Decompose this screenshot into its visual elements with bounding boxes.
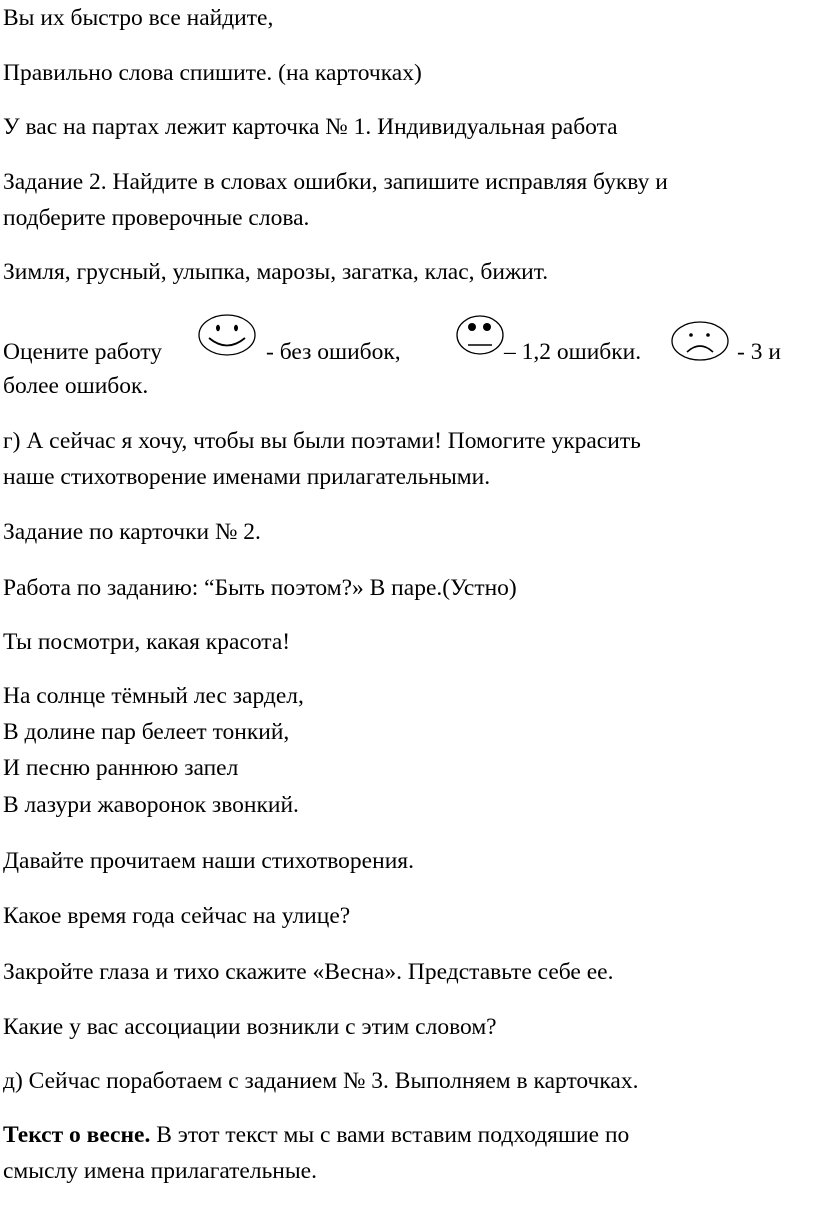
misspelled-words-line: Зимля, грусный, улыпка, марозы, загатка, клас, бижит. (3, 259, 549, 285)
pair-work-line: Работа по заданию: “Быть поэтом?» В паре.(Устно) (3, 575, 517, 601)
smile-face-icon (197, 313, 257, 357)
task-2-line-2: подберите проверочные слова. (3, 205, 310, 231)
spring-text-intro: В этот текст мы с вами вставим подходяшие по (150, 1122, 630, 1148)
task-g-line-1: г) А сейчас я хочу, чтобы вы были поэтами! Помогите украсить (3, 428, 641, 454)
poem-line-4: В лазури жаворонок звонкий. (3, 792, 299, 818)
spring-text-line (3, 1120, 629, 1150)
text-line-3: У вас на партах лежит карточка № 1. Индивидуальная работа (3, 114, 618, 140)
grade-bad-continuation: более ошибок. (3, 373, 149, 399)
spring-text-heading: Текст о весне. (3, 1122, 151, 1148)
associations-line: Какие у вас ассоциации возникли с этим словом? (3, 1014, 497, 1040)
beauty-line: Ты посмотри, какая красота! (3, 629, 291, 655)
grade-good-text: - без ошибок, (266, 339, 401, 365)
task-d-line: д) Сейчас поработаем с заданием № 3. Выполняем в карточках. (3, 1068, 639, 1094)
task-2-line-1: Задание 2. Найдите в словах ошибки, запишите исправляя букву и (3, 169, 668, 195)
poem-line-3: И песню раннюю запел (3, 755, 239, 781)
text-line-2: Правильно слова спишите. (на карточках) (3, 60, 422, 86)
season-question-line: Какое время года сейчас на улице? (3, 903, 351, 929)
card-2-line: Задание по карточки № 2. (3, 519, 261, 545)
text-line-1: Вы их быстро все найдите, (3, 5, 274, 31)
poem-line-2: В долине пар белеет тонкий, (3, 719, 290, 745)
poem-line-1: На солнце тёмный лес зардел, (3, 683, 304, 709)
read-poems-line: Давайте прочитаем наши стихотворения. (3, 848, 414, 874)
close-eyes-line: Закройте глаза и тихо скажите «Весна». Представьте себе ее. (3, 959, 614, 985)
task-g-line-2: наше стихотворение именами прилагательными. (3, 464, 491, 490)
spring-text-line-2: смыслу имена прилагательные. (3, 1158, 317, 1184)
grade-mid-text: – 1,2 ошибки. (504, 339, 642, 365)
sad-face-icon (670, 320, 730, 362)
grade-label: Оцените работу (3, 339, 162, 365)
grade-bad-text: - 3 и (737, 339, 781, 365)
